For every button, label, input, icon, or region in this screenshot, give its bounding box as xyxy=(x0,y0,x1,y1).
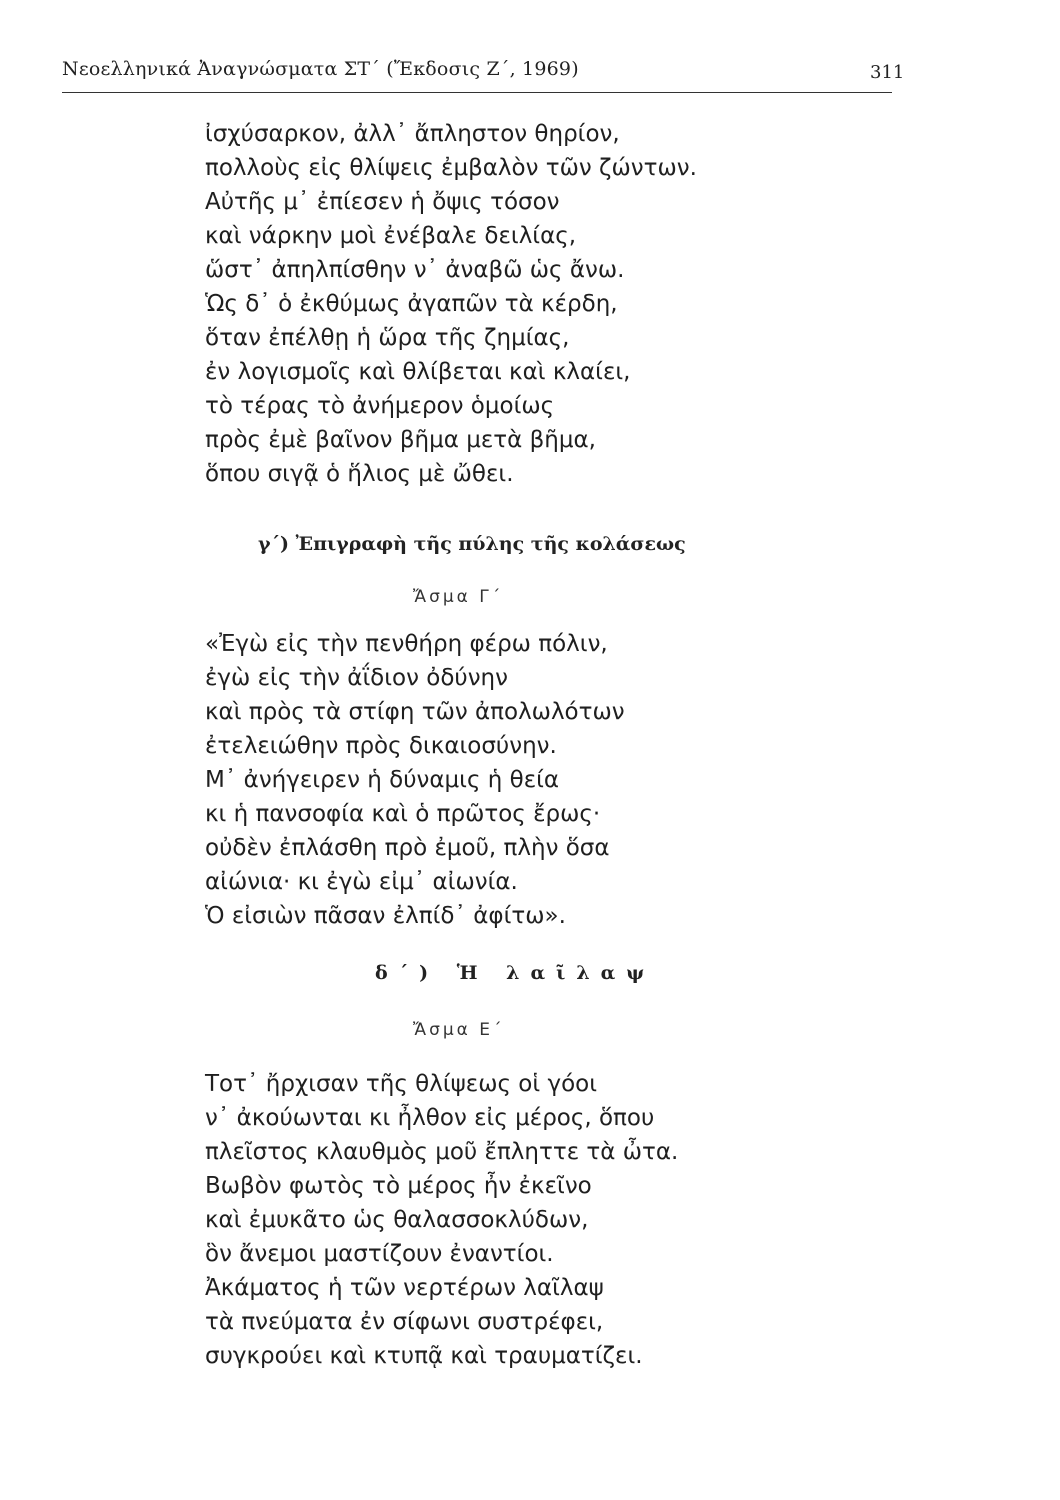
verse-line: πλεῖστος κλαυθμὸς μοῦ ἔπληττε τὰ ὦτα. xyxy=(205,1139,679,1165)
verse-line: αἰώνια· κι ἐγὼ εἰμ᾽ αἰωνία. xyxy=(205,869,518,895)
verse-line: ὃν ἄνεμοι μαστίζουν ἐναντίοι. xyxy=(205,1241,554,1267)
verse-line: Ὡς δ᾽ ὁ ἐκθύμως ἀγαπῶν τὰ κέρδη, xyxy=(205,291,618,317)
verse-line: καὶ ἐμυκᾶτο ὡς θαλασσοκλύδων, xyxy=(205,1207,589,1233)
header-rule xyxy=(62,92,892,93)
verse-line: Ἀκάματος ἡ τῶν νερτέρων λαῖλαψ xyxy=(205,1275,604,1301)
verse-block-inscription xyxy=(205,627,625,933)
page-number: 311 xyxy=(870,62,905,83)
verse-line: ἐν λογισμοῖς καὶ θλίβεται καὶ κλαίει, xyxy=(205,359,631,385)
section-heading-delta: δ΄) Ἡ λαῖλαψ xyxy=(375,962,656,984)
verse-line: καὶ νάρκην μοὶ ἐνέβαλε δειλίας, xyxy=(205,223,577,249)
running-header-title: Νεοελληνικά Ἀναγνώσματα ΣΤ΄ (Ἔκδοσις Ζ΄, 1969) xyxy=(62,58,579,80)
verse-line: Βωβὸν φωτὸς τὸ μέρος ἦν ἐκεῖνο xyxy=(205,1173,592,1199)
verse-line: «Ἐγὼ εἰς τὴν πενθήρη φέρω πόλιν, xyxy=(205,631,608,657)
verse-line: Μ᾽ ἀνήγειρεν ἡ δύναμις ἡ θεία xyxy=(205,767,560,793)
verse-line: Τοτ᾽ ἤρχισαν τῆς θλίψεως οἱ γόοι xyxy=(205,1071,597,1097)
verse-line: πρὸς ἐμὲ βαῖνον βῆμα μετὰ βῆμα, xyxy=(205,427,596,453)
verse-line: κι ἡ πανσοφία καὶ ὁ πρῶτος ἔρως· xyxy=(205,801,601,827)
verse-line: ἐγὼ εἰς τὴν ἀΐδιον ὀδύνην xyxy=(205,665,508,691)
verse-line: συγκρούει καὶ κτυπᾷ καὶ τραυματίζει. xyxy=(205,1343,643,1369)
verse-line: ὥστ᾽ ἀπηλπίσθην ν᾽ ἀναβῶ ὡς ἄνω. xyxy=(205,257,625,283)
verse-line: ὅταν ἐπέλθῃ ἡ ὥρα τῆς ζημίας, xyxy=(205,325,570,351)
verse-line: οὐδὲν ἐπλάσθη πρὸ ἐμοῦ, πλὴν ὅσα xyxy=(205,835,610,861)
verse-line: ὅπου σιγᾷ ὁ ἥλιος μὲ ὤθει. xyxy=(205,461,514,487)
section-heading-gamma: γ΄) Ἐπιγραφὴ τῆς πύλης τῆς κολάσεως xyxy=(258,533,686,555)
canto-label-gamma: Ἄσμα Γ΄ xyxy=(413,587,504,607)
verse-line: Αὐτῆς μ᾽ ἐπίεσεν ἡ ὄψις τόσον xyxy=(205,189,560,215)
verse-block-tempest xyxy=(205,1067,678,1373)
verse-line: Ὁ εἰσιὼν πᾶσαν ἐλπίδ᾽ ἀφίτω». xyxy=(205,903,566,929)
canto-label-epsilon: Ἄσμα Ε΄ xyxy=(413,1020,505,1040)
verse-line: ἐτελειώθην πρὸς δικαιοσύνην. xyxy=(205,733,557,759)
verse-line: τὸ τέρας τὸ ἀνήμερον ὁμοίως xyxy=(205,393,555,419)
verse-line: πολλοὺς εἰς θλίψεις ἐμβαλὸν τῶν ζώντων. xyxy=(205,155,697,181)
verse-line: τὰ πνεύματα ἐν σίφωνι συστρέφει, xyxy=(205,1309,604,1335)
verse-line: καὶ πρὸς τὰ στίφη τῶν ἀπολωλότων xyxy=(205,699,625,725)
verse-line: ν᾽ ἀκούωνται κι ἦλθον εἰς μέρος, ὅπου xyxy=(205,1105,655,1131)
verse-block-continuation xyxy=(205,117,697,491)
verse-line: ἰσχύσαρκον, ἀλλ᾽ ἄπληστον θηρίον, xyxy=(205,121,620,147)
